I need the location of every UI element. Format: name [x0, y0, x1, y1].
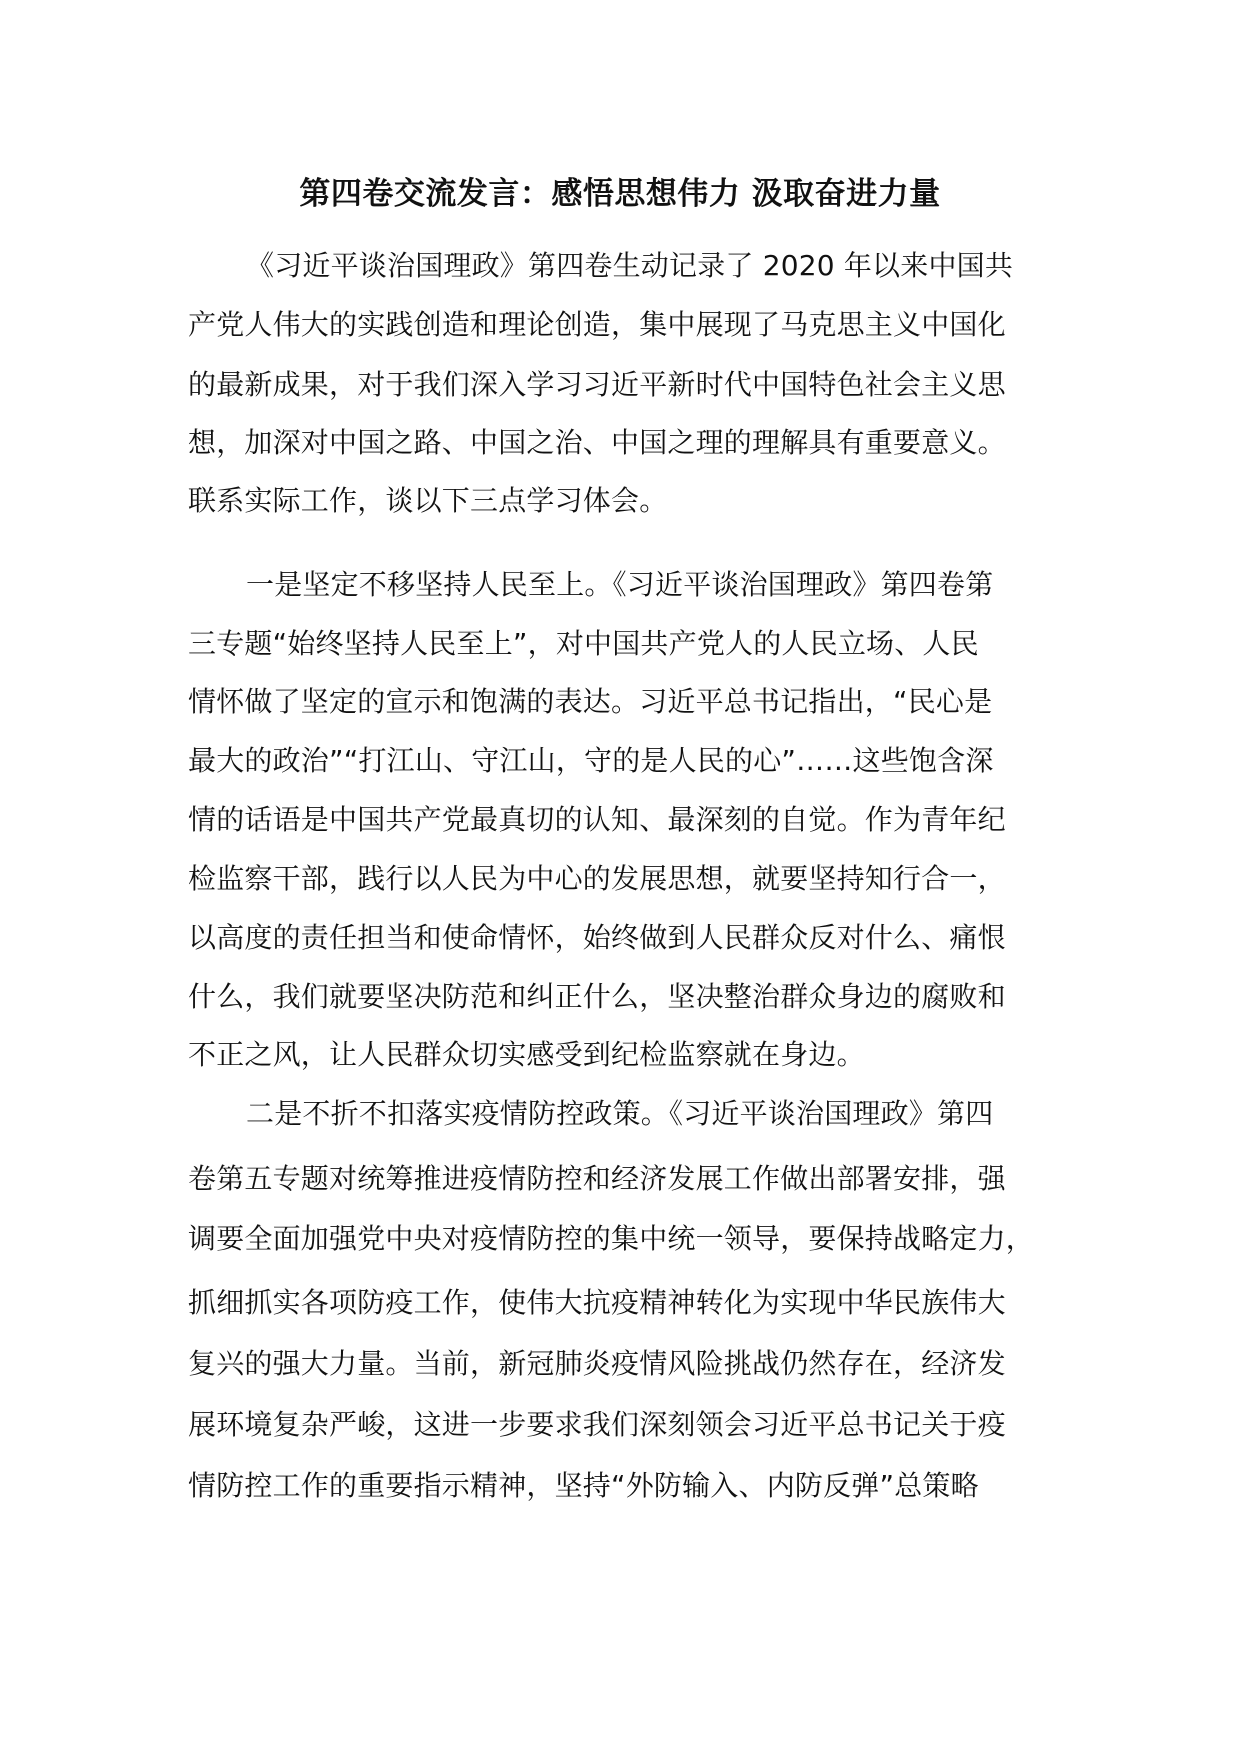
paragraph-2-line-7: 以高度的责任担当和使命情怀，始终做到人民群众反对什么、痛恨	[188, 921, 1006, 954]
paragraph-2-line-3: 情怀做了坚定的宣示和饱满的表达。习近平总书记指出，“民心是	[188, 685, 993, 718]
paragraph-2-line-6: 检监察干部，践行以人民为中心的发展思想，就要坚持知行合一，	[188, 862, 1006, 895]
paragraph-2-line-1: 一是坚定不移坚持人民至上。《习近平谈治国理政》第四卷第	[246, 568, 994, 601]
paragraph-3-line-5: 复兴的强大力量。当前，新冠肺炎疫情风险挑战仍然存在，经济发	[188, 1347, 1006, 1380]
paragraph-3-line-7: 情防控工作的重要指示精神，坚持“外防输入、内防反弹”总策略	[188, 1469, 979, 1502]
paragraph-2-line-2: 三专题“始终坚持人民至上”，对中国共产党人的人民立场、人民	[188, 627, 979, 660]
paragraph-2-line-5: 情的话语是中国共产党最真切的认知、最深刻的自觉。作为青年纪	[188, 803, 1006, 836]
paragraph-1-line-2: 产党人伟大的实践创造和理论创造，集中展现了马克思主义中国化	[188, 308, 1006, 341]
paragraph-1-line-1: 《习近平谈治国理政》第四卷生动记录了 2020 年以来中国共	[246, 249, 1014, 282]
paragraph-2-line-8: 什么，我们就要坚决防范和纠正什么，坚决整治群众身边的腐败和	[188, 980, 1006, 1013]
paragraph-3-line-1: 二是不折不扣落实疫情防控政策。《习近平谈治国理政》第四	[246, 1097, 994, 1130]
paragraph-1-line-5: 联系实际工作，谈以下三点学习体会。	[188, 484, 668, 517]
paragraph-3-line-3: 调要全面加强党中央对疫情防控的集中统一领导，要保持战略定力，	[188, 1222, 1035, 1255]
document-title: 第四卷交流发言：感悟思想伟力 汲取奋进力量	[299, 176, 941, 212]
paragraph-2-line-9: 不正之风，让人民群众切实感受到纪检监察就在身边。	[188, 1038, 865, 1071]
paragraph-3-line-6: 展环境复杂严峻，这进一步要求我们深刻领会习近平总书记关于疫	[188, 1408, 1006, 1441]
paragraph-3-line-4: 抓细抓实各项防疫工作，使伟大抗疫精神转化为实现中华民族伟大	[188, 1286, 1006, 1319]
paragraph-3-line-2: 卷第五专题对统筹推进疫情防控和经济发展工作做出部署安排，强	[188, 1162, 1006, 1195]
paragraph-2-line-4: 最大的政治”“打江山、守江山，守的是人民的心”……这些饱含深	[188, 744, 994, 777]
paragraph-1-line-3: 的最新成果，对于我们深入学习习近平新时代中国特色社会主义思	[188, 368, 1006, 401]
paragraph-1-line-4: 想，加深对中国之路、中国之治、中国之理的理解具有重要意义。	[188, 426, 1006, 459]
